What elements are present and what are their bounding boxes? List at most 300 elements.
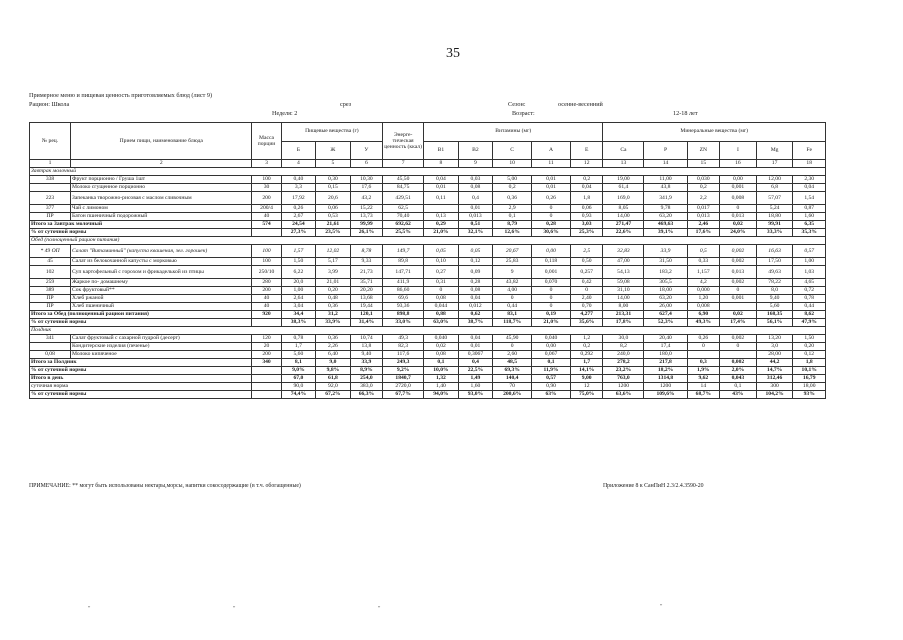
summary-value: 33,3% [756,229,793,237]
cell-value: 1,54 [793,192,826,205]
scan-mark: " [88,606,91,612]
summary-value: 75,0% [570,391,602,399]
dish-row [30,343,826,351]
summary-value: 118,7% [493,319,532,327]
cell-value: 14,00 [603,295,644,303]
summary-value: 83,1 [493,311,532,319]
cell-value: 0,12 [458,258,493,266]
dish-name: Молоко сгущенное порционно [71,184,252,192]
cell-value: 11,00 [644,176,687,184]
summary-value: 0,90 [532,383,571,391]
summary-value: 104,2% [756,391,793,399]
cell-value: 82,3 [383,343,424,351]
cell-value: 200 [252,192,281,205]
cell-value: 12,02 [316,245,351,258]
summary-value: 1,9% [687,367,719,375]
summary-value: 763,0 [603,375,644,383]
cell-value: 0,10 [424,258,459,266]
season-value: осенне-весенний [558,101,603,108]
cell-value: 86,60 [383,287,424,295]
dish-row [30,287,826,295]
summary-label: Итого за Завтрак молочный [30,221,252,229]
summary-value: 9,62 [687,375,719,383]
recipe-number: 259 [30,279,71,287]
summary-value: 44,2 [756,359,793,367]
cell-value: 0,292 [570,351,602,359]
col-number: 4 [281,160,316,168]
summary-value: 93% [793,391,826,399]
cell-value: 0,013 [720,266,757,279]
cell-value: 0,040 [424,335,459,343]
cell-value: 0 [720,343,757,351]
breakfast-percent-row [30,229,826,237]
cell-value: 0,01 [532,176,571,184]
cell-value: 0,070 [532,279,571,287]
dish-name: Сок фруктовый** [71,287,252,295]
dish-name: Салат из белокочанной капусты с морковью [71,258,252,266]
summary-value: 67,7% [383,391,424,399]
summary-value: 9,2% [383,367,424,375]
col-number: 15 [687,160,719,168]
summary-value: 1200 [603,383,644,391]
summary-label: Итого в день [30,375,252,383]
cell-value: 0,067 [532,351,571,359]
type-value: срез [340,101,352,108]
recipe-number: 341 [30,335,71,343]
cell-value: 32,83 [603,245,644,258]
cell-value: 0,40 [281,176,316,184]
week-label: Неделя: 2 [272,110,298,117]
cell-value: 3,99 [316,266,351,279]
cell-value: 100 [252,176,281,184]
recipe-number: ПР [30,303,71,311]
cell-value: 0,04 [424,176,459,184]
season-label: Сезон: [508,101,526,108]
summary-value: 56,1% [756,319,793,327]
summary-value: 9,0% [281,367,316,375]
dish-row [30,192,826,205]
summary-value: 1314,8 [644,375,687,383]
summary-value: 24,54 [281,221,316,229]
cell-value: 0,04 [458,295,493,303]
summary-value: 69,3% [493,367,532,375]
summary-value: 300 [756,383,793,391]
summary-value: 0,1 [424,359,459,367]
cell-value: 0,70 [570,303,602,311]
cell-value: 0 [570,287,602,295]
col-b2-header: B2 [458,141,493,160]
recipe-number: 338 [30,176,71,184]
cell-value: 5,24 [756,205,793,213]
cell-value: 0,44 [793,303,826,311]
cell-value: 13,8 [350,343,382,351]
cell-value: 3,04 [281,303,316,311]
day-percent-row [30,391,826,399]
col-ca-header: Ca [603,141,644,160]
summary-value: 4,277 [570,311,602,319]
cell-value: 0,002 [720,258,757,266]
summary-value: 0,28 [532,221,571,229]
summary-label: суточная норма [30,383,252,391]
cell-value: 5,60 [756,303,793,311]
cell-value: 8,78 [350,245,382,258]
cell-value: 0,26 [532,192,571,205]
recipe-number: 102 [30,266,71,279]
cell-value: 0,15 [316,184,351,192]
summary-value: 2,46 [687,221,719,229]
col-b1-header: B1 [424,141,459,160]
cell-value: 20,6 [316,192,351,205]
cell-value: 341,9 [644,192,687,205]
cell-value: 0 [532,303,571,311]
scan-mark: " [233,606,236,612]
summary-value: 18,2% [644,367,687,375]
summary-value: 0,88 [424,311,459,319]
cell-value: 49,3 [383,335,424,343]
cell-value: 0,001 [532,266,571,279]
dish-row [30,351,826,359]
summary-value: 35,3% [793,229,826,237]
summary-value: 0,19 [532,311,571,319]
cell-value: 14,00 [603,213,644,221]
cell-value: 3,3 [281,184,316,192]
summary-value: 17,4% [720,319,757,327]
cell-value: 0,3067 [458,351,493,359]
cell-value: 1,00 [281,287,316,295]
summary-value: 0,1 [720,383,757,391]
summary-value: 25,3% [570,229,602,237]
cell-value: 0 [493,295,532,303]
daily-norm-row [30,383,826,391]
cell-value: 1,157 [687,266,719,279]
cell-value: 0,017 [687,205,719,213]
cell-value: 280 [252,279,281,287]
cell-value: 6,22 [281,266,316,279]
section-row [30,237,826,245]
cell-value: 0,78 [281,335,316,343]
summary-value: 120,1 [350,311,382,319]
cell-value [424,205,459,213]
summary-value: 21,0% [532,319,571,327]
cell-value: 45,90 [493,335,532,343]
cell-value: 84,75 [383,184,424,192]
summary-value: 140,4 [493,375,532,383]
cell-value: 26,00 [644,303,687,311]
cell-value: 0 [720,205,757,213]
dish-name: Хлеб ржаной [71,295,252,303]
cell-value: 305,5 [644,279,687,287]
cell-value: 0,002 [720,335,757,343]
cell-value: 0,002 [720,245,757,258]
cell-value: 2,9 [493,205,532,213]
cell-value: 70,40 [383,213,424,221]
cell-value: 0 [532,295,571,303]
cell-value: 169,0 [603,192,644,205]
dish-name: Фрукт порционно / Груша 1шт [71,176,252,184]
cell-value: 429,51 [383,192,424,205]
cell-value: 200/4 [252,205,281,213]
cell-value: 20 [252,343,281,351]
summary-label: % от суточной нормы [30,229,252,237]
summary-value: 0,1 [532,359,571,367]
cell-value: 13,68 [350,295,382,303]
summary-value: 43% [720,391,757,399]
cell-value: 9,33 [350,258,382,266]
cell-value: 5,00 [493,176,532,184]
cell-value: 28,00 [756,351,793,359]
scan-mark: " [378,606,381,612]
cell-value: 0,01 [532,184,571,192]
cell-value: 49,63 [756,266,793,279]
cell-value: 20,0 [281,279,316,287]
header-row [30,123,826,142]
col-number: 10 [493,160,532,168]
cell-value: 0,01 [458,205,493,213]
cell-value: 149,7 [383,245,424,258]
summary-value: 8,9% [350,367,382,375]
summary-value: 0,02 [720,221,757,229]
cell-value: 0,008 [687,303,719,311]
cell-value: 0,5 [687,245,719,258]
cell-value: 5,60 [281,351,316,359]
cell-value: 0,2 [687,184,719,192]
cell-value: 2,5 [570,245,602,258]
document-title: Примерное меню и пищевая ценность приготовляемых блюд (лист 9) [29,92,213,99]
summary-value: 217,8 [644,359,687,367]
section-title: Полдник [30,327,826,335]
footnote: ПРИМЕЧАНИЕ: ** могут быть использованы нектары,морсы, напитки сокосодержащие (в т.ч. обогащенные) [29,483,301,489]
cell-value: 0,04 [570,184,602,192]
cell-value: 0,02 [424,343,459,351]
cell-value: 18,00 [644,287,687,295]
summary-label: % от суточной нормы [30,391,252,399]
summary-value: 6,90 [687,311,719,319]
cell-value: 35,71 [350,279,382,287]
dish-name: Суп картофельный с горохом и фрикаделькой из птицы [71,266,252,279]
col-mg-header: Mg [756,141,793,160]
minerals-header: Минеральные вещества (мг) [603,123,826,142]
cell-value: 0,05 [424,245,459,258]
cell-value: 0,57 [793,245,826,258]
cell-value: 0,002 [720,279,757,287]
summary-value: 27,3% [281,229,316,237]
summary-value: 38,3% [281,319,316,327]
cell-value: 43,8 [644,184,687,192]
summary-value: 0,4 [458,359,493,367]
dish-row [30,335,826,343]
dish-row [30,258,826,266]
summary-value: 1,8 [793,359,826,367]
cell-value [720,303,757,311]
summary-value: 2,0% [720,367,757,375]
cell-value: 30 [252,184,281,192]
summary-value: 48,5 [493,359,532,367]
age-label: Возраст: [512,110,535,117]
cell-value: 19,44 [350,303,382,311]
summary-value: 8,79 [493,221,532,229]
summary-value: 38,7% [458,319,493,327]
cell-value: 0,001 [720,295,757,303]
cell-value: 200 [252,287,281,295]
cell-value: 4,00 [493,287,532,295]
dish-row [30,176,826,184]
snack-percent-row [30,367,826,375]
cell-value: 0,11 [424,192,459,205]
dish-row [30,303,826,311]
summary-value: 39,1% [644,229,687,237]
snack-total-row [30,359,826,367]
cell-value: 13,20 [756,335,793,343]
summary-value: 1,60 [458,383,493,391]
summary-value: 9,8% [316,367,351,375]
cell-value: 9,40 [756,295,793,303]
cell-value: 0,31 [424,279,459,287]
summary-value: 34,4 [281,311,316,319]
summary-value: 1,7 [570,359,602,367]
cell-value: 3,0 [756,343,793,351]
summary-value: 278,2 [603,359,644,367]
cell-value: 0,42 [570,279,602,287]
cell-value: 0,044 [424,303,459,311]
cell-value: 78,22 [756,279,793,287]
summary-label: Итого за Полдник [30,359,252,367]
cell-value: 1,2 [570,335,602,343]
summary-value: 32,1% [458,229,493,237]
cell-value: 0,03 [458,176,493,184]
cell-value: 1,8 [570,192,602,205]
col-number: 2 [71,160,252,168]
cell-value: 54,13 [603,266,644,279]
cell-value: 2,60 [493,351,532,359]
cell-value: 40 [252,295,281,303]
summary-value: 0,043 [720,375,757,383]
summary-value: 17,8% [603,319,644,327]
cell-value: 63,20 [644,295,687,303]
cell-value: 47,00 [603,258,644,266]
cell-value: 1,50 [793,335,826,343]
col-recipe-header: № рец. [30,123,71,160]
summary-value: 0,51 [458,221,493,229]
cell-value: 12,00 [756,176,793,184]
summary-mass: 574 [252,221,281,229]
summary-value: 254,0 [350,375,382,383]
cell-value: 0,87 [793,205,826,213]
summary-mass [252,391,281,399]
dish-row [30,245,826,258]
col-zh-header: Ж [316,141,351,160]
summary-value: 49,3% [687,319,719,327]
dish-row [30,213,826,221]
cell-value: 0,30 [316,176,351,184]
cell-value: 0,28 [458,279,493,287]
cell-value: 0,00 [720,176,757,184]
summary-label: Итого за Обед (полноценный рацион питания) [30,311,252,319]
cell-value: 8,2 [603,343,644,351]
cell-value: 0,1 [493,213,532,221]
cell-value: 31,50 [644,258,687,266]
cell-value: 40 [252,303,281,311]
cell-value: 147,71 [383,266,424,279]
cell-value: 183,2 [644,266,687,279]
cell-value: 10,74 [350,335,382,343]
cell-value: 8,0 [756,287,793,295]
breakfast-total-row [30,221,826,229]
cell-value: 0 [424,287,459,295]
cell-value: 17,92 [281,192,316,205]
cell-value: 2,67 [281,213,316,221]
section-row [30,168,826,176]
cell-value: 9 [493,266,532,279]
summary-value: 90,0 [281,383,316,391]
nutrients-header: Пищевые вещества (г) [281,123,382,142]
cell-value: 0,48 [316,295,351,303]
cell-value: 25,83 [493,258,532,266]
cell-value: 45,50 [383,176,424,184]
lunch-percent-row [30,319,826,327]
col-number: 8 [424,160,459,168]
summary-value: 63,6% [603,391,644,399]
summary-value: 12,6% [493,229,532,237]
col-number: 18 [793,160,826,168]
summary-value: 31,2 [316,311,351,319]
recipe-number: ПР [30,213,71,221]
cell-value: 13,73 [350,213,382,221]
cell-value: 30,0 [603,335,644,343]
summary-value: 16,79 [793,375,826,383]
summary-value: 271,47 [603,221,644,229]
cell-value: 0,001 [720,184,757,192]
summary-value: 35,6% [570,319,602,327]
cell-value: 0,08 [458,287,493,295]
cell-value: 0 [493,343,532,351]
cell-value: 0 [532,213,571,221]
cell-value: 6,40 [316,351,351,359]
cell-value: 4,2 [687,279,719,287]
summary-value: 1,40 [424,383,459,391]
cell-value: 0,00 [532,343,571,351]
cell-value: 21,73 [350,266,382,279]
summary-value: 8,1 [281,359,316,367]
summary-value: 26,1% [350,229,382,237]
cell-value: 0,012 [458,303,493,311]
summary-value: 99,99 [350,221,382,229]
cell-value: 250/10 [252,266,281,279]
cell-value: 0,01 [458,343,493,351]
cell-value: 63,20 [644,213,687,221]
col-number: 17 [756,160,793,168]
summary-value: 0,29 [424,221,459,229]
cell-value: 0,93 [570,213,602,221]
col-number: 6 [350,160,382,168]
col-number: 16 [720,160,757,168]
cell-value: 0,06 [570,205,602,213]
cell-value: 1,50 [281,258,316,266]
summary-value: 24,0% [720,229,757,237]
recipe-number: 45 [30,258,71,266]
summary-value: 898,8 [383,311,424,319]
cell-value: 89,8 [383,258,424,266]
col-c-header: C [493,141,532,160]
summary-value: 14,7% [756,367,793,375]
cell-value: 2,64 [281,295,316,303]
cell-value: 0,12 [793,351,826,359]
cell-value: 0,20 [316,287,351,295]
cell-value: 0,00 [532,245,571,258]
cell-value: 0,26 [687,335,719,343]
cell-value: 59,08 [603,279,644,287]
recipe-number [30,343,71,351]
dish-row [30,266,826,279]
